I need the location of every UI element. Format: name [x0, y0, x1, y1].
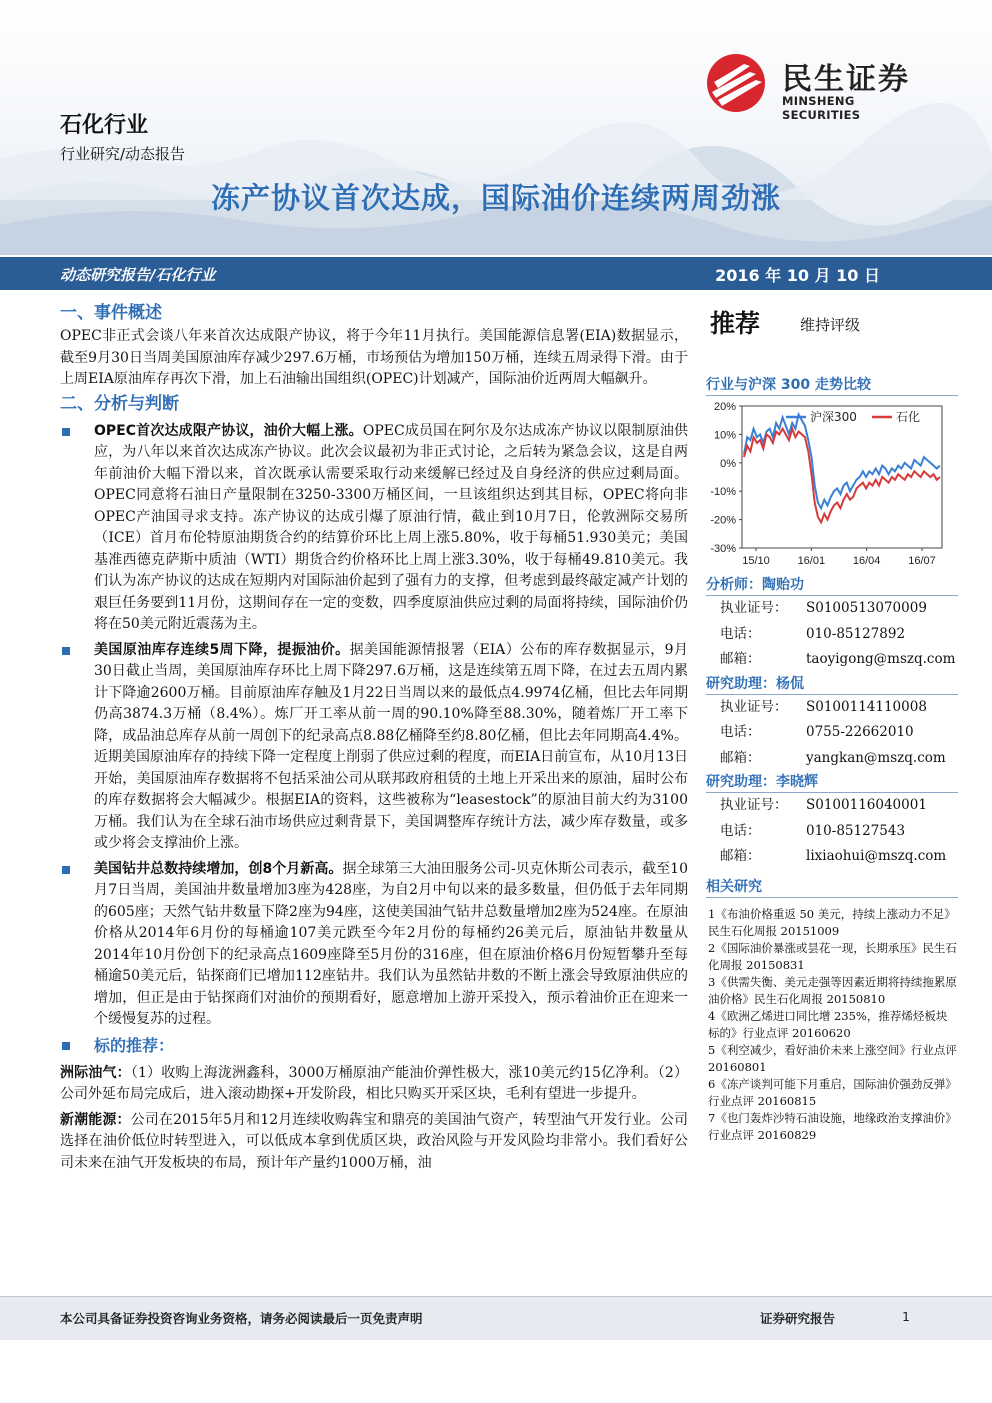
bullet-square-icon: [62, 866, 70, 874]
contact-value: 010-85127543: [806, 822, 906, 839]
report-info-bar: [0, 257, 992, 290]
bullet-square-icon: [62, 1042, 70, 1050]
x-tick-label: 16/04: [852, 555, 881, 567]
footer-label: 证券研究报告: [760, 1311, 836, 1326]
event-summary: OPEC非正式会谈八年来首次达成限产协议，将于今年11月执行。美国能源信息署(EIA)数据显示，截至9月30日当周美国原油库存减少297.6万桶，市场预估为增加150万桶，连续五周录得下滑。由于上周EIA原油库存再次下滑，加上石油输出国组织(OPEC)计划减产，国际油价近两周大幅飙升。: [60, 328, 688, 387]
report-date: 2016 年 10 月 10 日: [715, 266, 880, 285]
assistant2-contact: [706, 793, 958, 870]
sidebar: [706, 300, 958, 1144]
related-item: 3《供需失衡、美元走强等因素近期将持续拖累原油价格》民生石化周报 20150810: [708, 974, 957, 1006]
analysis-point-lead: 美国原油库存连续5周下降，提振油价。: [94, 641, 350, 658]
bullet-square-icon: [62, 647, 70, 655]
stock-recommendation: [60, 1063, 688, 1106]
contact-row: [706, 746, 958, 772]
contact-value: 0755-22662010: [806, 724, 914, 740]
series-line-hs300: [744, 415, 940, 509]
main-column: [60, 300, 688, 1174]
analysis-point: [60, 859, 688, 1031]
contact-key: 执业证号：: [720, 600, 788, 616]
assistant1-heading: 研究助理：杨侃: [706, 673, 958, 695]
section-heading-analysis: 二、分析与判断: [60, 393, 179, 414]
related-item: 5《利空减少，看好油价未来上涨空间》行业点评 20160801: [708, 1042, 957, 1074]
related-item: 4《欧洲乙烯进口同比增 235%，推荐烯烃板块标的》行业点评 20160620: [708, 1008, 948, 1040]
stock-recommendation: [60, 1110, 688, 1175]
y-tick-label: 0%: [720, 457, 736, 470]
analyst-heading: 分析师：陶贻功: [706, 574, 958, 596]
y-tick-label: -30%: [710, 543, 736, 555]
chart-heading: 行业与沪深 300 走势比较: [706, 374, 958, 396]
rating-block: [706, 300, 958, 360]
industry-label: 石化行业: [60, 113, 149, 138]
page-number: 1: [902, 1309, 910, 1324]
series-line-petrochem: [744, 429, 940, 523]
analysis-point-body: 据全球第三大油田服务公司-贝克休斯公司表示，截至10月7日当周，美国油井数量增加3座为428座，为自2月中旬以来的最多数量，但仍低于去年同期的605座；天然气钻井数量下降2座为94座，这使美国油气钻井总数量增加2座为524座。在原油价格从2014年6月份的每桶逾107美元跌至今年2月份的每桶约26美元后，原油钻井数量从2014年10月份创下的纪录高点1609座降至5月份的316座，但在原油价格6月份短暂攀升至每桶逾50美元后，钻探商们已增加112座钻井。我们认为虽然钻井数的不断上涨会导致原油供应的增加，但正是由于钻探商们对油价的预期看好，愿意增加上游开采投入，预示着油价正在迎来一个缓慢复苏的过程。: [94, 860, 689, 1027]
page-footer: [0, 1296, 992, 1340]
logo-text-cn: 民生证券: [782, 62, 910, 97]
related-item: 2《国际油价暴涨或昙花一现，长期承压》民生石化周报 20150831: [708, 940, 957, 972]
x-tick-label: 16/07: [908, 555, 936, 567]
analysis-point-body: 据美国能源情报署（EIA）公布的库存数据显示，9月30日截止当周，美国原油库存环比上周下降297.6万桶，这是连续第五周下降，在过去五周内累计下降逾2600万桶。目前原油库存触及1月22日当周以来的最低点4.9974亿桶，但比去年同期仍高3874.3万桶（8.4%）。炼厂开工率从前一周的90.10%降至88.30%，随着炼厂开工率下降，成品油总库存从前一周创下的纪录高点8.88亿桶降至约8.80亿桶，但比去年同期高4.4%。近期美国原油库存的持续下降一定程度上削弱了供应过剩的程度，而EIA日前宣布，从10月13日开始，美国原油库存数据将不包括采油公司从联邦政府租赁的土地上开采出来的原油，届时公布的库存数据将会大幅减少。根据EIA的资料，这些被称为“leasestock”的原油目前大约为3100万桶。我们认为在全球石油市场供应过剩背景下，美国调整库存统计方法，减少库存数量，或多或少将会支撑油价上涨。: [94, 641, 688, 851]
trend-chart-svg: [706, 396, 958, 574]
contact-key: 邮箱：: [720, 848, 761, 864]
y-tick-label: -10%: [710, 486, 736, 499]
contact-value: S0100116040001: [806, 797, 927, 813]
related-item: 6《冻产谈判可能下月重启，国际油价强劲反弹》行业点评 20160815: [708, 1076, 957, 1108]
legend-label: 石化: [896, 410, 921, 424]
x-tick-label: 15/10: [742, 555, 770, 567]
contact-row: [706, 622, 958, 648]
assistant2-heading: 研究助理：李晓辉: [706, 771, 958, 793]
report-title: 冻产协议首次达成，国际油价连续两周劲涨: [210, 181, 781, 215]
related-heading: 相关研究: [706, 876, 958, 898]
x-tick-label: 16/01: [797, 555, 826, 567]
section-heading-event: 一、事件概述: [60, 303, 162, 323]
stock-rationale: （1）收购上海泷洲鑫科，3000万桶原油产能油价弹性极大，涨10美元约15亿净利。（2）公司外延布局完成后，进入滚动勘探+开发阶段，相比只购买开采区块，毛利有望进一步提升。: [60, 1064, 688, 1102]
trend-chart: [706, 396, 958, 574]
contact-key: 邮箱：: [720, 749, 761, 766]
legend-label: 沪深300: [810, 410, 857, 424]
y-tick-label: 20%: [713, 401, 736, 413]
recommendation-heading: [60, 1033, 688, 1059]
contact-row: [706, 720, 958, 746]
recommendation-heading-text: 标的推荐：: [94, 1035, 175, 1055]
minsheng-logo: [706, 52, 936, 122]
contact-row: [706, 819, 958, 845]
contact-value: S0100114110008: [806, 698, 927, 715]
contact-value: lixiaohui@mszq.com: [806, 848, 947, 864]
contact-row: [706, 596, 958, 622]
analysis-point-lead: OPEC首次达成限产协议，油价大幅上涨。: [94, 422, 363, 439]
contact-key: 电话：: [720, 822, 761, 839]
analysis-point: [60, 640, 688, 855]
related-item: 1《布油价格重返 50 美元，持续上涨动力不足》民生石化周报 20151009: [708, 906, 956, 938]
rating-note: 维持评级: [800, 316, 861, 334]
doc-type-label: 行业研究/动态报告: [60, 145, 186, 163]
stock-name: 洲际油气：: [60, 1064, 131, 1081]
contact-key: 电话：: [720, 625, 761, 642]
stock-name: 新潮能源：: [60, 1111, 131, 1128]
footer-disclaimer: 本公司具备证券投资咨询业务资格，请务必阅读最后一页免责声明: [60, 1311, 423, 1326]
stock-rationale: 公司在2015年5月和12月连续收购犇宝和鼎亮的美国油气资产，转型油气开发行业。公司选择在油价低位时转型进入，可以低成本拿到优质区块，政治风险与开发风险均非常小。我们看好公司未来在油气开发板块的布局，预计年产量约1000万桶，油: [60, 1111, 688, 1171]
assistant1-contact: [706, 695, 958, 772]
contact-row: [706, 793, 958, 819]
analysis-point: [60, 421, 688, 636]
contact-row: [706, 844, 958, 870]
logo-emblem-icon: [706, 52, 770, 114]
y-tick-label: 10%: [713, 429, 736, 442]
bullet-square-icon: [62, 428, 70, 436]
contact-row: [706, 695, 958, 721]
contact-value: taoyigong@mszq.com: [806, 651, 956, 667]
contact-key: 电话：: [720, 724, 761, 740]
contact-key: 执业证号：: [720, 698, 788, 715]
related-research-list: [706, 906, 958, 1144]
contact-row: [706, 647, 958, 673]
analyst-contact: [706, 596, 958, 673]
report-category: 动态研究报告/石化行业: [60, 266, 216, 284]
contact-value: 010-85127892: [806, 625, 906, 642]
analysis-point-body: OPEC成员国在阿尔及尔达成冻产协议以限制原油供应，为八年以来首次达成冻产协议。此次会议最初为非正式讨论，之后转为紧急会议，这是自两年前油价大幅下滑以来，首次既承认需要采取行动来缓解已经过及自身经济的供应过剩局面。OPEC同意将石油日产量限制在3250-3300万桶区间，一旦该组织达到其目标，OPEC将向非OPEC产油国寻求支持。冻产协议的达成引爆了原油行情，截止到10月7日，伦敦洲际交易所（ICE）首月布伦特原油期货合约的结算价环比上周上涨5.80%，收于每桶51.930美元；美国基准西德克萨斯中质油（WTI）期货合约价格环比上周上涨3.30%，收于每桶49.810美元。我们认为冻产协议的达成在短期内对国际油价起到了强有力的支撑，但考虑到最终敲定减产计划的艰巨任务要到11月份，这期间存在一定的变数，四季度原油供应过剩的局面将持续，国际油价仍将在50美元附近震荡为主。: [94, 422, 689, 632]
contact-value: yangkan@mszq.com: [806, 749, 946, 766]
logo-text-en: MINSHENG SECURITIES: [782, 94, 861, 122]
y-tick-label: -20%: [710, 514, 736, 527]
contact-key: 执业证号：: [720, 797, 788, 813]
contact-value: S0100513070009: [806, 600, 927, 616]
analysis-point-lead: 美国钻井总数持续增加，创8个月新高。: [94, 860, 343, 877]
related-item: 7《也门轰炸沙特石油设施，地缘政治支撑油价》行业点评 20160829: [708, 1110, 957, 1142]
contact-key: 邮箱：: [720, 651, 761, 667]
rating-value: 推荐: [710, 309, 761, 338]
